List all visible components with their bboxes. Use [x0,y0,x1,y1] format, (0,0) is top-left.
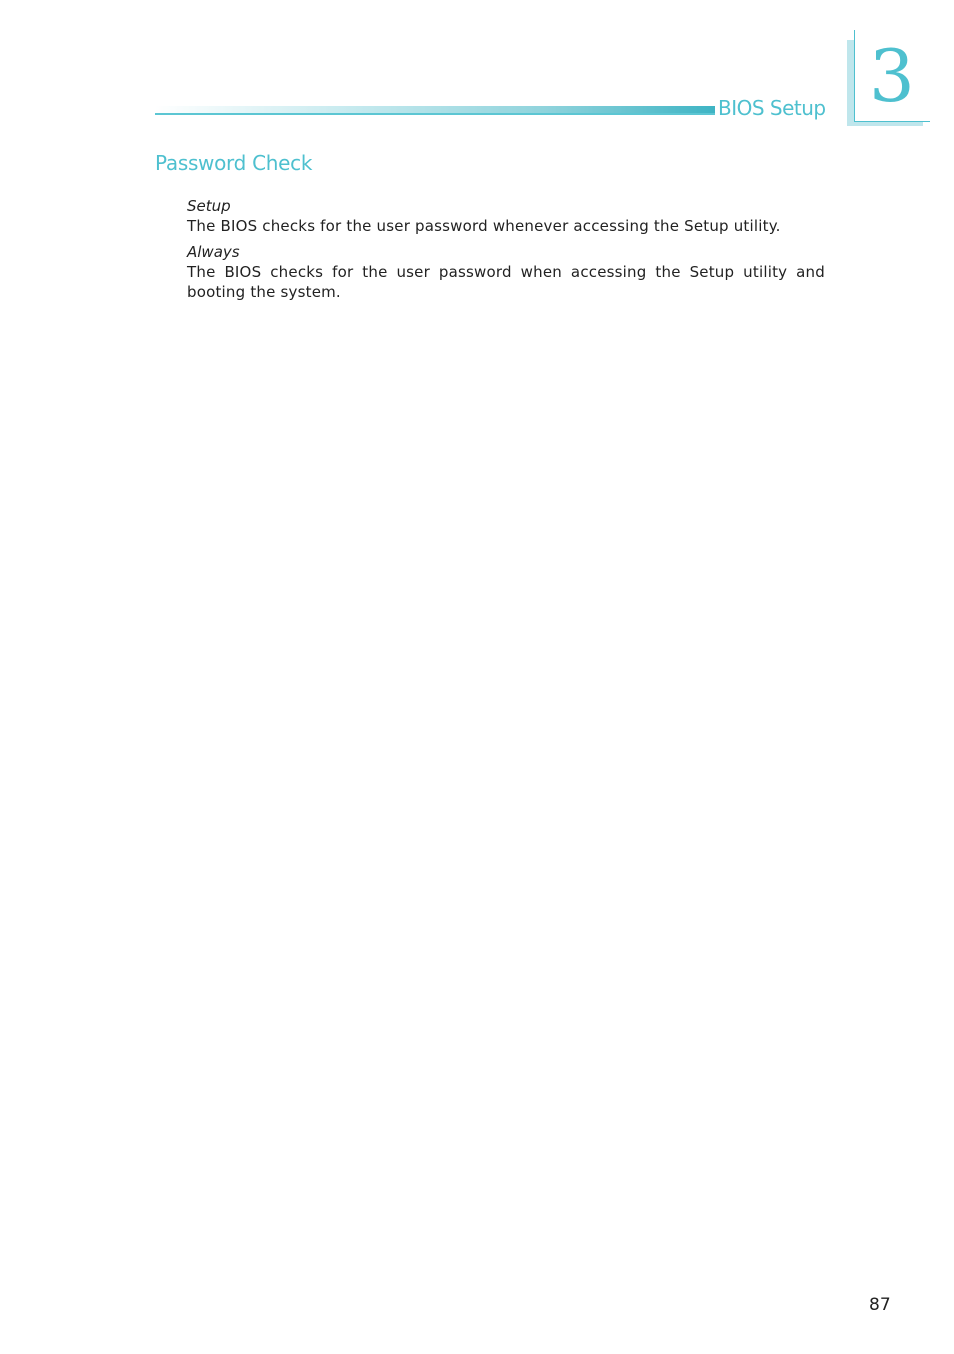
page-number: 87 [869,1295,891,1315]
header-rule [155,106,715,116]
running-header-title: BIOS Setup [718,96,826,120]
chapter-tab-shade-bottom [847,122,923,126]
chapter-number: 3 [869,34,915,118]
option-list [187,196,825,308]
section-heading: Password Check [155,151,313,175]
header-rule-line [155,113,715,115]
chapter-tab [847,30,930,126]
option-term-always: Always [187,243,240,261]
option-description-always: The BIOS checks for the user password when accessing the Setup utility and booting the system. [187,263,825,301]
chapter-tab-border-bottom [854,121,930,122]
chapter-tab-border-left [854,30,855,122]
option-description-setup: The BIOS checks for the user password whenever accessing the Setup utility. [187,217,781,235]
option-term-setup: Setup [187,197,231,215]
